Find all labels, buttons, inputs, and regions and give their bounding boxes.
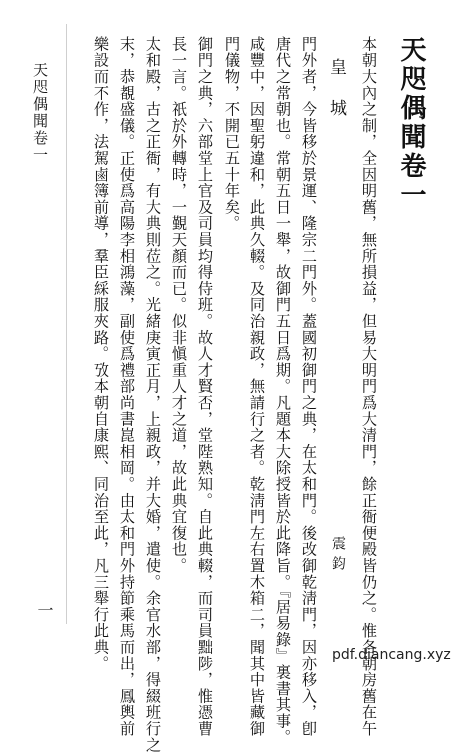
text-column-9: 末，恭覩盛儀。正使爲高陽李相鴻藻，副使爲禮部尚書崑相岡。由太和門外持節乘馬而出，鳳輿前: [118, 36, 136, 737]
text-column-10: 樂設而不作，法駕鹵簿前導，羣臣綵服夾路。攷本朝自康熙、同治至此，凡三舉行此典。: [92, 36, 110, 672]
text-column-6: 御門之典，六部堂上官及司員均得侍班。故人才賢否，堂陛熟知。自此典輟，而司員黜陟，惟憑曹: [196, 36, 214, 737]
text-column-3: 唐代之常朝也。常朝五日一舉，故御門五日爲期。凡題本大除授皆於此降旨。『居易錄』裏書其事。: [274, 36, 292, 746]
section-title: 皇城: [326, 58, 346, 140]
text-column-1: 本朝大內之制，全因明舊，無所損益，但易大明門爲大清門，餘正衙便殿皆仍之。惟各朝房舊在午: [360, 36, 378, 737]
author-name: 震鈞: [330, 536, 346, 576]
book-title: 天咫偶聞卷一: [396, 36, 426, 210]
text-column-4: 咸豐中，因聖躬違和，此典久輟。及同治親政，無請行之者。乾淸門左右置木箱二，聞其中皆藏御: [248, 36, 266, 737]
text-column-2: 門外者，今皆移於景運、隆宗二門外。蓋國初御門之典，在太和門。後改御乾淸門，因亦移入，卽: [300, 36, 318, 737]
watermark-text: pdf.diancang.xyz: [332, 647, 451, 663]
page-number: 一: [35, 602, 54, 618]
text-column-5: 門儀物，不開已五十年矣。: [223, 36, 241, 232]
text-column-8: 太和殿，古之正衙，有大典則莅之。光緒庚寅正月，上親政，并大婚，遣使。余官水部，得綴班行之: [144, 36, 162, 753]
margin-book-title: 天咫偶聞卷一: [31, 62, 49, 164]
margin-divider: [66, 24, 67, 624]
text-column-7: 長一言。祇於外轉時，一覲天顏而已。似非愼重人才之道，故此典宜復也。: [170, 36, 188, 574]
